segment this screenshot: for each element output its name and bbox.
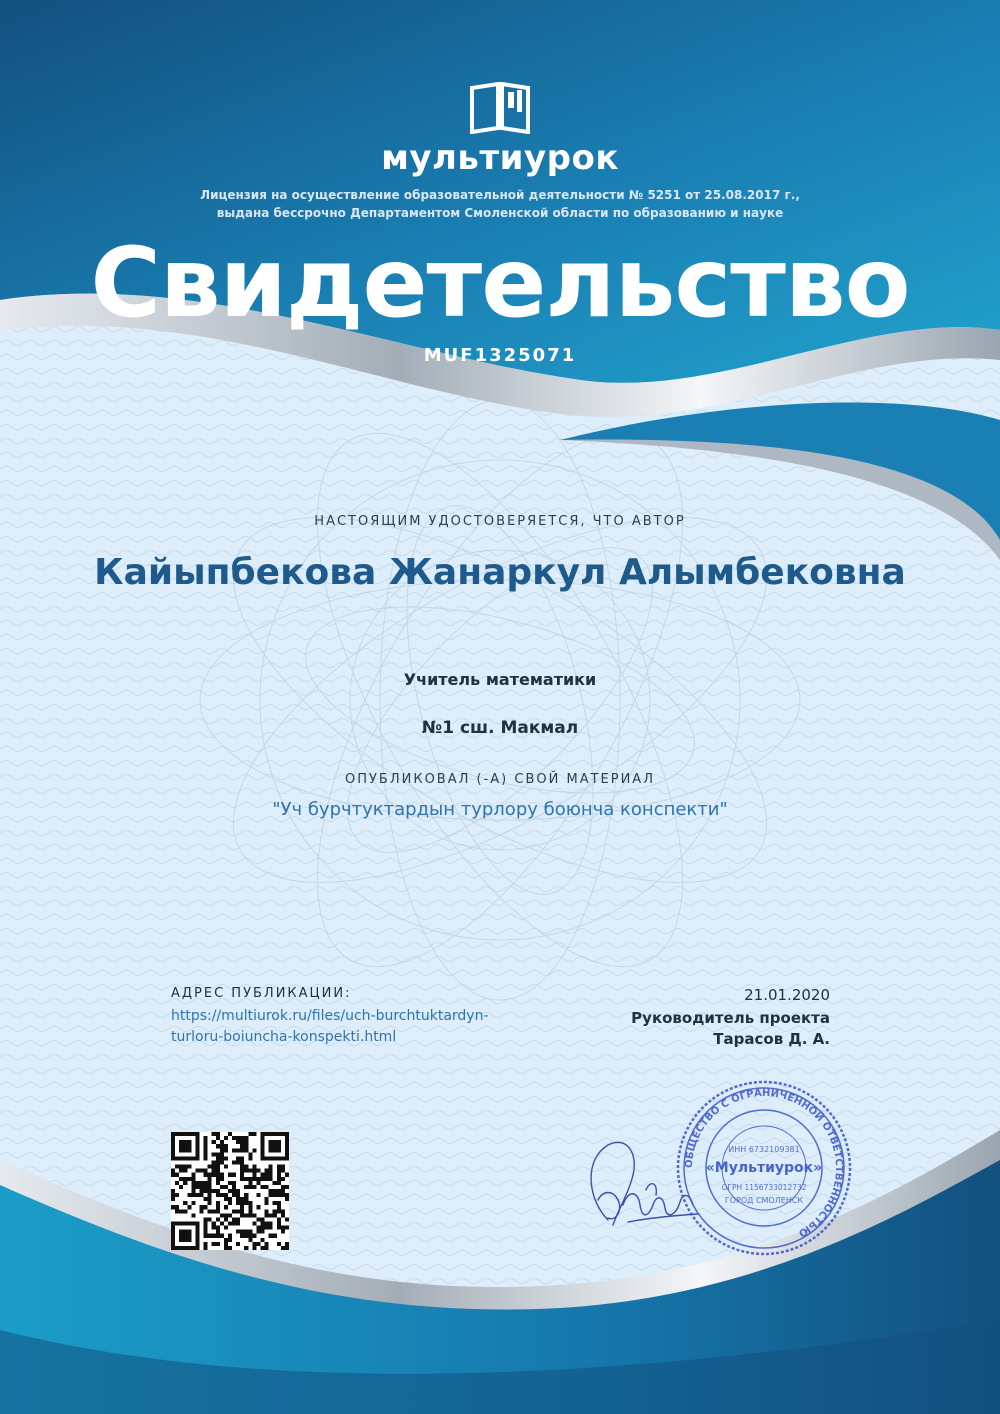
certificate-number: MUF1325071: [423, 345, 577, 366]
author-school: №1 сш. Макмал: [421, 718, 579, 738]
stamp-ogrn: ОГРН 1156733012732: [721, 1183, 807, 1192]
license-line-2: выдана бессрочно Департаментом Смоленской области по образованию и науке: [216, 206, 784, 220]
stamp-outer-text: ОБЩЕСТВО С ОГРАНИЧЕННОЙ ОТВЕТСТВЕННОСТЬЮ: [683, 1087, 845, 1239]
brand-name: мультиурок: [381, 138, 619, 178]
license-line-1: Лицензия на осуществление образовательной деятельности № 5251 от 25.08.2017 г.,: [200, 188, 800, 202]
qr-code-icon[interactable]: [171, 1132, 289, 1250]
issue-date: 21.01.2020: [744, 986, 830, 1004]
publication-url-line-2[interactable]: turloru-boiuncha-konspekti.html: [171, 1029, 397, 1045]
publication-address-label: АДРЕС ПУБЛИКАЦИИ:: [171, 986, 352, 1001]
stamp-inn: ИНН 6732109381: [728, 1145, 800, 1154]
stamp-icon: [674, 1078, 854, 1258]
certificate-title: Свидетельство: [90, 227, 910, 339]
signer-name: Тарасов Д. А.: [713, 1030, 830, 1048]
signer-role: Руководитель проекта: [631, 1009, 830, 1027]
certifies-caption: НАСТОЯЩИМ УДОСТОВЕРЯЕТСЯ, ЧТО АВТОР: [314, 514, 686, 529]
published-caption: ОПУБЛИКОВАЛ (-А) СВОЙ МАТЕРИАЛ: [345, 772, 655, 787]
publication-url-link[interactable]: [171, 1006, 601, 1048]
author-position: Учитель математики: [403, 670, 597, 689]
license-text: [0, 186, 1000, 222]
stamp-center-text: «Мультиурок»: [705, 1160, 823, 1176]
material-title: "Уч бурчтуктардын турлору боюнча конспекти": [272, 799, 728, 820]
open-book-icon: [468, 82, 532, 134]
publication-url-line-1[interactable]: https://multiurok.ru/files/uch-burchtuktardyn-: [171, 1008, 489, 1024]
author-name: Кайыпбекова Жанаркул Алымбековна: [94, 552, 906, 593]
stamp-city: ГОРОД СМОЛЕНСК: [724, 1196, 804, 1205]
